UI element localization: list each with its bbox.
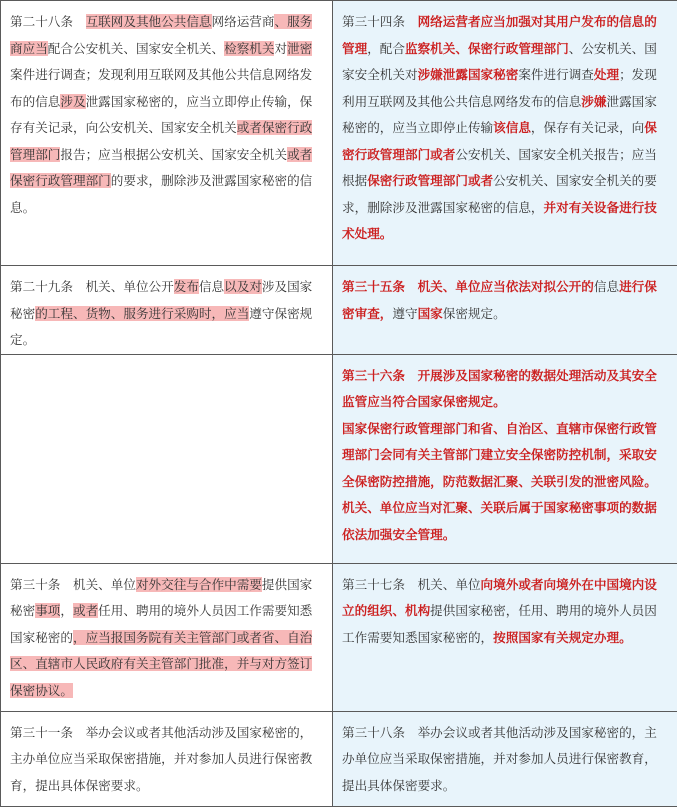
clause-text: ，配合 [367, 41, 405, 56]
revised-text: 机关、单位应当对汇聚、关联后属于国家秘密事项的数据依法加强安全管理。 [342, 495, 668, 548]
clause-text: 配合公安机关、国家安全机关、 [48, 41, 224, 56]
new-article-cell [333, 1, 677, 266]
old-article-cell [1, 1, 333, 266]
clause-text: 的要求，删除涉及泄露国家秘密的信息。 [10, 173, 312, 215]
deleted-text-highlight: 互联网及其他公共信息 [86, 14, 212, 29]
revised-text: 监察机关、保密行政管理部门 [405, 41, 569, 56]
revised-text: 按照国家有关规定办理。 [493, 630, 632, 645]
revised-text: 保密行政管理部门或者 [342, 120, 657, 162]
deleted-text-highlight: 的工程、货物、服务进行采购时，应当 [35, 306, 249, 321]
deleted-text-highlight: 检察机关 [224, 41, 274, 56]
revised-text: 涉嫌泄露国家秘密 [418, 67, 519, 82]
table-row [1, 563, 677, 711]
revised-text: 第三十六条 开展涉及国家秘密的数据处理活动及其安全监管应当符合国家保密规定。 [342, 363, 668, 416]
clause-text: ，保存有关记录，向 [531, 120, 644, 135]
clause-text: 泄露国家秘密的，应当立即停止传输 [342, 94, 657, 136]
clause-text: ， [60, 603, 73, 618]
clause-text: 信息 [199, 279, 224, 294]
deleted-text-highlight: 涉及 [60, 94, 85, 109]
clause-text: 网络运营商 [212, 14, 275, 29]
clause-text: 提供国家秘密 [10, 577, 312, 619]
old-article-cell [1, 266, 333, 355]
old-article-cell [1, 711, 333, 806]
clause-text: 、公安机关、国家安全机关对 [342, 41, 657, 83]
clause-text: 第三十四条 [342, 14, 418, 29]
new-article-cell [333, 563, 677, 711]
table-row [1, 711, 677, 806]
clause-text: 信息 [594, 279, 619, 294]
clause-text: ；发现利用互联网及其他公共信息网络发布的信息 [342, 67, 657, 109]
new-article-cell [333, 711, 677, 806]
deleted-text-highlight: 发布 [174, 279, 199, 294]
new-article-cell [333, 266, 677, 355]
revised-text: 进行保密审查， [342, 279, 657, 321]
clause-text: 第三十八条 举办会议或者其他活动涉及国家秘密的，主办单位应当采取保密措施，并对参加人员进行保密教育，提出具体保密要求。 [342, 725, 657, 793]
clause-text: 公安机关、国家安全机关的要求，删除涉及泄露国家秘密的信息， [342, 173, 657, 215]
clause-text: 任用、聘用的境外人员因工作需要知悉国家秘密的 [10, 603, 312, 645]
clause-text: 第三十一条 举办会议或者其他活动涉及国家秘密的，主办单位应当采取保密措施，并对参加人员进行保密教育，提出具体保密要求。 [10, 725, 312, 793]
old-article-cell-empty [1, 354, 333, 563]
deleted-text-highlight: ，应当报国务院有关主管部门或者省、自治区、直辖市人民政府有关主管部门批准，并与对方签订保密协议。 [10, 630, 312, 698]
revised-text: 第三十五条 机关、单位应当依法对拟公开的 [342, 279, 594, 294]
clause-text: 案件进行调查；发现利用互联网及其他公共信息网络发布的信息 [10, 67, 312, 109]
revised-text: 国家 [418, 306, 443, 321]
table-row [1, 1, 677, 266]
revised-text: 保密行政管理部门或者 [367, 173, 493, 188]
revised-text: 涉嫌 [581, 94, 606, 109]
clause-text: 遵守保密规定。 [10, 306, 312, 348]
deleted-text-highlight: 对外交往与合作中需要 [136, 577, 262, 592]
table-row [1, 354, 677, 563]
old-article-cell [1, 563, 333, 711]
revised-text: 该信息 [493, 120, 531, 135]
clause-text: 报告；应当根据公安机关、国家安全机关 [60, 147, 287, 162]
deleted-text-highlight: 事项 [35, 603, 60, 618]
deleted-text-highlight: 或者 [73, 603, 98, 618]
table-row [1, 266, 677, 355]
revised-text: 并对有关设备进行技术处理。 [342, 200, 657, 242]
deleted-text-highlight: 或者保密行政管理部门 [10, 147, 312, 189]
clause-text: 涉及国家秘密 [10, 279, 312, 321]
clause-text: 第二十八条 [10, 14, 86, 29]
revised-text: 国家保密行政管理部门和省、自治区、直辖市保密行政管理部门会同有关主管部门建立安全保密防控机制，采取安全保密防控措施，防范数据汇聚、关联引发的泄密风险。 [342, 416, 668, 496]
deleted-text-highlight: 泄密 [287, 41, 312, 56]
deleted-text-highlight: 以及对 [224, 279, 262, 294]
clause-text: 案件进行调查 [518, 67, 594, 82]
clause-text: 泄露国家秘密的，应当立即停止传输，保存有关记录，向公安机关、国家安全机关 [10, 94, 312, 136]
deleted-text-highlight: 或者保密行政管理部门 [10, 120, 312, 162]
revised-text: 处理 [594, 67, 619, 82]
clause-text: 第二十九条 机关、单位公开 [10, 279, 174, 294]
clause-text: 保密规定。 [443, 306, 506, 321]
deleted-text-highlight: 、服务商应当 [10, 14, 312, 56]
clause-text: 提供国家秘密，任用、聘用的境外人员因工作需要知悉国家秘密的， [342, 603, 657, 645]
new-article-cell [333, 354, 677, 563]
revised-text: 向境外或者向境外在中国境内设立的组织、机构 [342, 577, 657, 619]
clause-text: 对 [274, 41, 287, 56]
revised-text: 网络运营者应当加强对其用户发布的信息的管理 [342, 14, 657, 56]
clause-text: 第三十条 机关、单位 [10, 577, 136, 592]
clause-text: 第三十七条 机关、单位 [342, 577, 481, 592]
clause-text: 遵守 [392, 306, 417, 321]
clause-text: 公安机关、国家安全机关报告；应当根据 [342, 147, 657, 189]
